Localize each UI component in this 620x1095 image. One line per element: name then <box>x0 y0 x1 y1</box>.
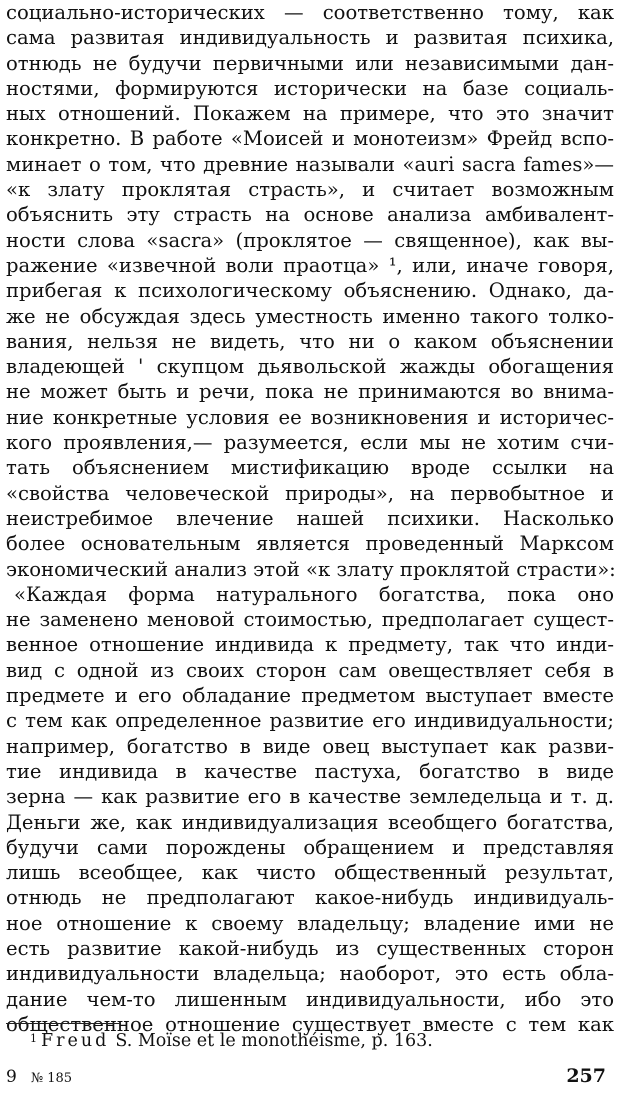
quote-line: индивидуальности владельца; наоборот, это есть обла- <box>6 962 614 986</box>
quote-line: с тем как определенное развитие его индивидуальности; <box>6 709 614 733</box>
quote-line: дание чем-то лишенным индивидуальности, ибо это <box>6 987 614 1011</box>
quote-line: «Каждая форма натурального богатства, пока оно <box>14 582 614 606</box>
text-line: прибегая к психологическому объяснению. Однако, да- <box>6 279 614 303</box>
quote-line: есть развитие какой-нибудь из существенных сторон <box>6 936 614 960</box>
text-line: сама развитая индивидуальность и развитая психика, <box>6 26 614 50</box>
text-line: тать объяснением мистификацию вроде ссылки на <box>6 456 614 480</box>
text-line: вания, нельзя не видеть, что ни о каком объяснении <box>6 329 614 353</box>
text-line: конкретно. В работе «Моисей и монотеизм» Фрейд вспо- <box>6 127 614 151</box>
quote-line: общественное отношение существует вместе с тем как <box>6 1012 614 1036</box>
printer-signature <box>6 1066 72 1090</box>
signature-number: 9 <box>6 1067 17 1087</box>
page-number: 257 <box>566 1065 606 1087</box>
text-line: же не обсуждая здесь уместность именно такого толко- <box>6 304 614 328</box>
footnote-divider <box>6 1023 121 1024</box>
text-line: ных отношений. Покажем на примере, что это значит <box>6 102 614 126</box>
footnote-text: S. Moïse et le monothéisme, p. 163. <box>115 1031 433 1051</box>
quote-line: лишь всеобщее, как чисто общественный результат, <box>6 861 614 885</box>
quote-line: не заменено меновой стоимостью, предполагает сущест- <box>6 608 614 632</box>
body-text <box>6 0 614 1037</box>
text-line: неистребимое влечение нашей психики. Насколько <box>6 506 614 530</box>
quote-line: тие индивида в качестве пастуха, богатство в виде <box>6 759 614 783</box>
signature-mark: № 185 <box>30 1071 73 1086</box>
quote-line: венное отношение индивида к предмету, так что инди- <box>6 633 614 657</box>
quote-line: будучи сами порождены обращением и представляя <box>6 835 614 859</box>
text-line: «свойства человеческой природы», на первобытное и <box>6 481 614 505</box>
text-line: ности слова «sacra» (проклятое — священное), как вы- <box>6 228 614 252</box>
quote-line: вид с одной из своих сторон сам овеществляет себя в <box>6 658 614 682</box>
text-line: объяснить эту страсть на основе анализа амбивалент- <box>6 203 614 227</box>
text-line: минает о том, что древние называли «auri sacra fames»— <box>6 152 614 176</box>
quote-line: отнюдь не предполагают какое-нибудь индивидуаль- <box>6 886 614 910</box>
text-line: «к злату проклятая страсть», и считает возможным <box>6 178 614 202</box>
text-line: не может быть и речи, пока не принимаются во внима- <box>6 380 614 404</box>
text-line: владеющей ' скупцом дьявольской жажды обогащения <box>6 355 614 379</box>
text-line: ностями, формируются исторически на базе социаль- <box>6 76 614 100</box>
text-line: экономический анализ этой «к злату проклятой страсти»: <box>6 557 616 581</box>
quote-line: например, богатство в виде овец выступает как разви- <box>6 734 614 758</box>
text-line: кого проявления,— разумеется, если мы не хотим счи- <box>6 431 614 455</box>
quote-line: зерна — как развитие его в качестве земледельца и т. д. <box>6 785 614 809</box>
text-line: ражение «извечной воли праотца» ¹, или, иначе говоря, <box>6 253 614 277</box>
quote-line: Деньги же, как индивидуализация всеобщего богатства, <box>6 810 614 834</box>
footnote-author: Freud <box>41 1031 110 1051</box>
text-line: ние конкретные условия ее возникновения и историчес- <box>6 405 614 429</box>
quote-line: ное отношение к своему владельцу; владение ими не <box>6 911 614 935</box>
text-line: более основательным является проведенный Марксом <box>6 532 614 556</box>
footnote <box>30 1030 620 1052</box>
text-line: отнюдь не будучи первичными или независимыми дан- <box>6 51 614 75</box>
text-line: социально-исторических — соответственно тому, как <box>6 1 614 24</box>
footnote-marker: 1 <box>30 1032 37 1045</box>
quote-line: предмете и его обладание предметом выступает вместе <box>6 684 614 708</box>
